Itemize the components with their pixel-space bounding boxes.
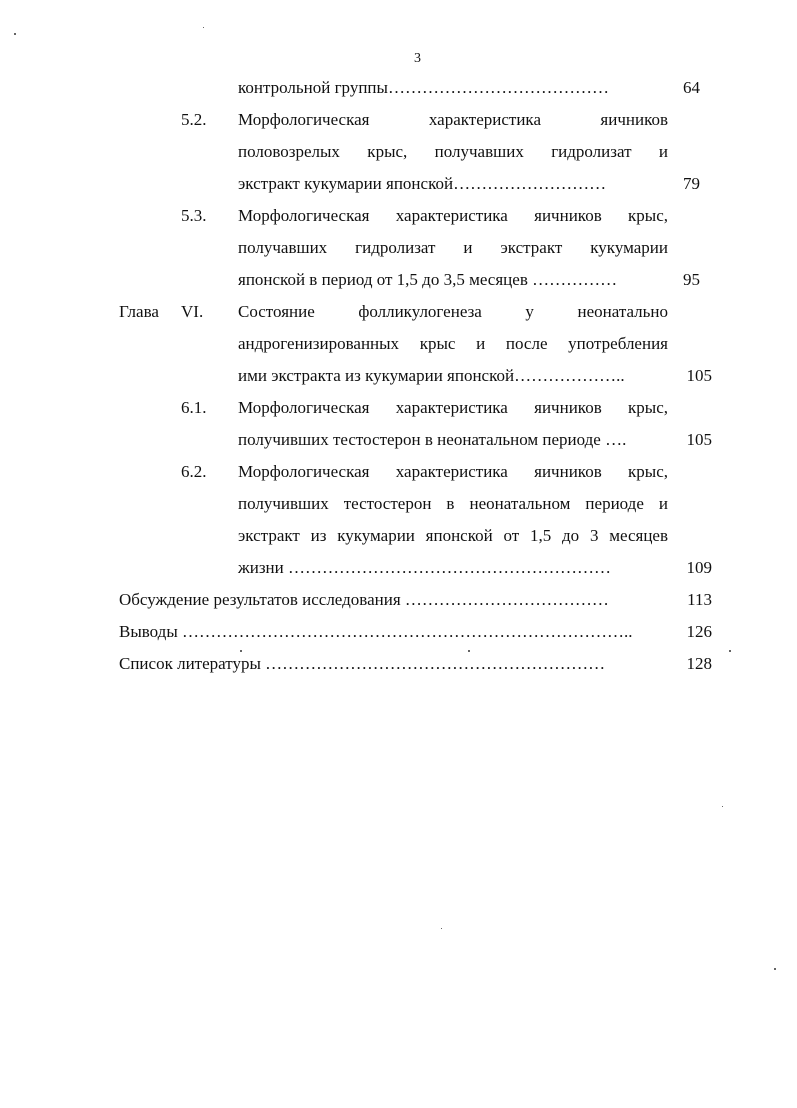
toc-page-number: 109: [686, 558, 712, 577]
scan-speck: [774, 968, 776, 970]
toc-page-number: 105: [686, 366, 712, 385]
toc-entry-text: Морфологическая характеристика яичников крыс,: [238, 206, 668, 225]
toc-entry-text: ими экстракта из кукумарии японской………………..: [238, 366, 625, 385]
toc-entry-text: получивших тестостерон в неонатальном периоде ….: [238, 430, 627, 449]
scan-speck: [729, 650, 731, 652]
toc-entry-text: японской в период от 1,5 до 3,5 месяцев ……………: [238, 270, 618, 289]
toc-entry-text: Морфологическая характеристика яичников крыс,: [238, 398, 668, 417]
scan-speck: [240, 650, 242, 652]
toc-section-number: 6.1.: [181, 398, 207, 417]
toc-page-number: 64: [683, 78, 700, 97]
page-number: 3: [414, 51, 421, 66]
toc-chapter-label: Глава: [119, 302, 159, 321]
scan-speck: [441, 928, 442, 929]
toc-page-number: 113: [687, 590, 712, 609]
toc-page-number: 79: [683, 174, 700, 193]
toc-entry-text: экстракт кукумарии японской………………………: [238, 174, 607, 193]
toc-page-number: 126: [686, 622, 712, 641]
toc-entry-text: андрогенизированных крыс и после употребления: [238, 334, 668, 353]
scan-speck: [203, 27, 204, 28]
toc-entry-text: Выводы ……………………………………………………………………..: [119, 622, 633, 641]
toc-chapter-number: VI.: [181, 302, 204, 321]
toc-page-number: 128: [686, 654, 712, 673]
toc-entry-text: половозрелых крыс, получавших гидролизат и: [238, 142, 668, 161]
toc-entry-text: Состояние фолликулогенеза у неонатально: [238, 302, 668, 321]
scan-speck: [468, 650, 470, 652]
toc-entry-text: получивших тестостерон в неонатальном периоде и: [238, 494, 668, 513]
scan-speck: [14, 33, 16, 35]
toc-page-number: 95: [683, 270, 700, 289]
toc-entry-text: Обсуждение результатов исследования ………………………………: [119, 590, 609, 609]
scan-speck: [722, 806, 723, 807]
toc-entry-text: Морфологическая характеристика яичников крыс,: [238, 462, 668, 481]
toc-entry-text: Морфологическая характеристика яичников: [238, 110, 668, 129]
toc-section-number: 5.2.: [181, 110, 207, 129]
toc-page-number: 105: [686, 430, 712, 449]
toc-entry-text: экстракт из кукумарии японской от 1,5 до 3 месяцев: [238, 526, 668, 545]
toc-section-number: 5.3.: [181, 206, 207, 225]
toc-entry-text: получавших гидролизат и экстракт кукумарии: [238, 238, 668, 257]
toc-section-number: 6.2.: [181, 462, 207, 481]
toc-entry-text: Список литературы ……………………………………………………: [119, 654, 606, 673]
toc-entry-text: контрольной группы…………………………………: [238, 78, 609, 97]
toc-entry-text: жизни …………………………………………………: [238, 558, 612, 577]
